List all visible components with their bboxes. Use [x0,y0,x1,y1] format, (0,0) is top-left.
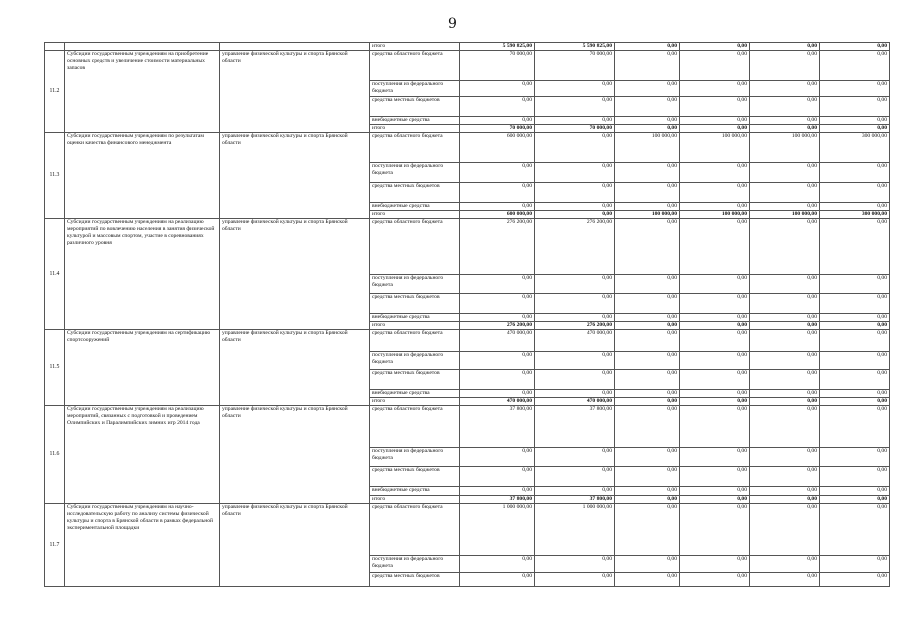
amount-cell: 37 800,00 [460,406,535,448]
amount-cell: 0,00 [615,294,680,314]
amount-cell: 0,00 [820,487,890,496]
amount-cell: 0,00 [615,487,680,496]
amount-cell: 0,00 [750,406,820,448]
amount-cell: 0,00 [820,370,890,390]
amount-cell: 0,00 [680,117,750,125]
amount-cell: 0,00 [820,322,890,330]
amount-cell: 0,00 [615,573,680,587]
amount-cell: 0,00 [820,81,890,97]
amount-cell: 0,00 [615,370,680,390]
amount-cell: 470 000,00 [535,330,615,352]
amount-cell: 276 200,00 [535,322,615,330]
amount-cell: 470 000,00 [460,398,535,406]
amount-cell: 0,00 [535,163,615,183]
amount-cell: 0,00 [680,487,750,496]
amount-cell: 0,00 [680,406,750,448]
amount-cell: 0,00 [535,183,615,203]
amount-cell: 0,00 [535,448,615,467]
funding-source: внебюджетные средства [370,117,460,125]
amount-cell: 0,00 [750,370,820,390]
amount-cell: 0,00 [615,203,680,211]
amount-cell: 0,00 [750,573,820,587]
budget-table [44,42,890,587]
amount-cell: 0,00 [680,398,750,406]
amount-cell: 100 000,00 [750,133,820,163]
funding-source: средства местных бюджетов [370,467,460,487]
amount-cell: 0,00 [820,556,890,573]
amount-cell: 37 800,00 [460,496,535,504]
amount-cell: 0,00 [750,125,820,133]
amount-cell: 0,00 [820,183,890,203]
amount-cell: 300 000,00 [820,133,890,163]
amount-cell: 0,00 [535,203,615,211]
amount-cell: 0,00 [750,219,820,275]
funding-source: средства местных бюджетов [370,370,460,390]
table-row [45,51,890,81]
amount-cell: 70 000,00 [460,125,535,133]
amount-cell: 0,00 [535,133,615,163]
table-row [45,330,890,352]
amount-cell: 0,00 [535,97,615,117]
source-cell: итого [370,43,460,51]
funding-source: итого [370,322,460,330]
item-code: 11.5 [45,330,65,406]
amount-cell: 0,00 [820,504,890,556]
amount-cell: 5 590 825,00 [535,43,615,51]
item-title: Субсидии государственным учреждениям на сертификацию спортсооружений [65,330,220,406]
amount-cell: 0,00 [460,556,535,573]
amount-cell: 0,00 [460,352,535,370]
amount-cell: 0,00 [750,117,820,125]
amount-cell: 100 000,00 [680,211,750,219]
amount-cell: 0,00 [535,81,615,97]
amount-cell: 0,00 [615,330,680,352]
funding-source: средства областного бюджета [370,330,460,352]
amount-cell: 0,00 [460,448,535,467]
amount-cell: 0,00 [460,370,535,390]
amount-cell: 0,00 [820,219,890,275]
amount-cell: 0,00 [535,573,615,587]
amount-cell: 0,00 [535,556,615,573]
amount-cell: 0,00 [460,97,535,117]
funding-source: поступления из федерального бюджета [370,352,460,370]
amount-cell: 0,00 [680,448,750,467]
item-executor: управление физической культуры и спорта Брянской области [220,219,370,330]
amount-cell: 0,00 [750,294,820,314]
amount-cell: 0,00 [535,314,615,322]
amount-cell: 0,00 [750,504,820,556]
amount-cell: 0,00 [460,203,535,211]
amount-cell: 0,00 [535,294,615,314]
amount-cell: 0,00 [680,556,750,573]
amount-cell: 0,00 [750,97,820,117]
funding-source: средства местных бюджетов [370,183,460,203]
item-title: Субсидии государственным учреждениям на реализацию мероприятий, связанных с подготовкой и проведением Олимпийских и Паралимпийских зимних игр 2014 года [65,406,220,504]
amount-cell: 0,00 [750,275,820,294]
funding-source: поступления из федерального бюджета [370,81,460,97]
funding-source: средства местных бюджетов [370,97,460,117]
amount-cell: 0,00 [750,390,820,398]
item-code: 11.2 [45,51,65,133]
amount-cell: 0,00 [820,398,890,406]
amount-cell: 0,00 [460,573,535,587]
amount-cell: 0,00 [750,352,820,370]
page-number: 9 [448,16,457,32]
item-executor: управление физической культуры и спорта Брянской области [220,406,370,504]
amount-cell: 0,00 [460,117,535,125]
amount-cell: 276 200,00 [460,219,535,275]
amount-cell: 0,00 [680,390,750,398]
amount-cell: 0,00 [615,163,680,183]
amount-cell: 0,00 [535,117,615,125]
amount-cell: 0,00 [820,125,890,133]
item-code-cell [45,43,65,51]
amount-cell: 0,00 [750,330,820,352]
amount-cell: 0,00 [460,183,535,203]
item-code: 11.3 [45,133,65,219]
amount-cell: 0,00 [750,203,820,211]
amount-cell: 0,00 [750,322,820,330]
amount-cell: 0,00 [820,275,890,294]
amount-cell: 0,00 [750,448,820,467]
amount-cell: 0,00 [680,496,750,504]
funding-source: средства областного бюджета [370,133,460,163]
funding-source: итого [370,125,460,133]
amount-cell: 0,00 [535,352,615,370]
amount-cell: 0,00 [615,398,680,406]
amount-cell: 0,00 [615,51,680,81]
amount-cell: 0,00 [460,487,535,496]
amount-cell: 100 000,00 [750,211,820,219]
amount-cell: 0,00 [615,390,680,398]
item-title: Субсидии государственным учреждениям по результатам оценки качества финансового менеджмента [65,133,220,219]
amount-cell: 470 000,00 [460,330,535,352]
amount-cell: 0,00 [680,370,750,390]
amount-cell: 70 000,00 [535,51,615,81]
amount-cell: 600 000,00 [460,133,535,163]
funding-source: средства областного бюджета [370,406,460,448]
amount-cell: 0,00 [615,352,680,370]
amount-cell: 0,00 [750,51,820,81]
amount-cell: 0,00 [615,406,680,448]
amount-cell: 0,00 [680,573,750,587]
funding-source: поступления из федерального бюджета [370,448,460,467]
amount-cell: 0,00 [820,294,890,314]
funding-source: внебюджетные средства [370,487,460,496]
table-row [45,43,890,51]
amount-cell: 0,00 [820,97,890,117]
amount-cell: 5 590 825,00 [460,43,535,51]
amount-cell: 0,00 [750,183,820,203]
table-row [45,406,890,448]
amount-cell: 0,00 [615,467,680,487]
amount-cell: 0,00 [460,163,535,183]
amount-cell: 0,00 [615,322,680,330]
amount-cell: 276 200,00 [535,219,615,275]
amount-cell: 0,00 [680,294,750,314]
funding-source: итого [370,211,460,219]
amount-cell: 0,00 [820,330,890,352]
amount-cell: 0,00 [820,406,890,448]
item-executor: управление физической культуры и спорта Брянской области [220,51,370,133]
amount-cell: 70 000,00 [460,51,535,81]
amount-cell: 100 000,00 [615,133,680,163]
amount-cell: 0,00 [820,43,890,51]
amount-cell: 0,00 [460,467,535,487]
amount-cell: 0,00 [535,275,615,294]
funding-source: поступления из федерального бюджета [370,163,460,183]
amount-cell: 0,00 [615,314,680,322]
amount-cell: 0,00 [615,496,680,504]
amount-cell: 0,00 [680,163,750,183]
amount-cell: 0,00 [680,43,750,51]
amount-cell: 0,00 [535,390,615,398]
amount-cell: 0,00 [460,390,535,398]
amount-cell: 0,00 [615,117,680,125]
amount-cell: 0,00 [680,51,750,81]
amount-cell: 0,00 [820,51,890,81]
amount-cell: 0,00 [680,322,750,330]
amount-cell: 300 000,00 [820,211,890,219]
amount-cell: 1 000 000,00 [460,504,535,556]
amount-cell: 0,00 [615,183,680,203]
item-title-cell [65,43,220,51]
item-title: Субсидии государственным учреждениям на научно-исследовательскую работу по анализу системы физической культуры и спорта в Брянской области в рамках федеральной экспериментальной площадки [65,504,220,587]
amount-cell: 0,00 [820,390,890,398]
item-code: 11.6 [45,406,65,504]
funding-source: средства местных бюджетов [370,294,460,314]
amount-cell: 0,00 [680,81,750,97]
item-executor: управление физической культуры и спорта Брянской области [220,330,370,406]
amount-cell: 0,00 [680,275,750,294]
funding-source: поступления из федерального бюджета [370,556,460,573]
amount-cell: 0,00 [750,314,820,322]
amount-cell: 0,00 [615,556,680,573]
amount-cell: 0,00 [750,398,820,406]
item-title: Субсидии государственным учреждениям на приобретение основных средств и увеличение стоимости материальных запасов [65,51,220,133]
amount-cell: 0,00 [680,219,750,275]
amount-cell: 37 800,00 [535,406,615,448]
amount-cell: 0,00 [680,203,750,211]
amount-cell: 0,00 [820,496,890,504]
funding-source: внебюджетные средства [370,203,460,211]
table-row [45,504,890,556]
amount-cell: 0,00 [615,448,680,467]
amount-cell: 0,00 [680,352,750,370]
funding-source: итого [370,398,460,406]
funding-source: средства областного бюджета [370,51,460,81]
amount-cell: 0,00 [680,97,750,117]
table-row [45,219,890,275]
amount-cell: 0,00 [680,467,750,487]
amount-cell: 0,00 [460,314,535,322]
item-title: Субсидии государственным учреждениям на реализацию мероприятий по вовлечению населения в занятия физической культурой и массовым спортом, участие в соревнованиях различного уровня [65,219,220,330]
amount-cell: 0,00 [820,352,890,370]
table-row [45,133,890,163]
amount-cell: 0,00 [615,125,680,133]
amount-cell: 0,00 [615,504,680,556]
amount-cell: 0,00 [460,275,535,294]
amount-cell: 0,00 [535,211,615,219]
amount-cell: 600 000,00 [460,211,535,219]
amount-cell: 0,00 [680,125,750,133]
amount-cell: 0,00 [820,117,890,125]
amount-cell: 0,00 [750,487,820,496]
amount-cell: 0,00 [820,314,890,322]
amount-cell: 0,00 [615,97,680,117]
item-executor: управление физической культуры и спорта Брянской области [220,504,370,587]
item-code: 11.7 [45,504,65,587]
amount-cell: 0,00 [680,330,750,352]
amount-cell: 0,00 [750,467,820,487]
amount-cell: 0,00 [750,163,820,183]
amount-cell: 70 000,00 [535,125,615,133]
amount-cell: 0,00 [680,504,750,556]
amount-cell: 0,00 [615,81,680,97]
amount-cell: 100 000,00 [680,133,750,163]
amount-cell: 0,00 [535,370,615,390]
item-code: 11.4 [45,219,65,330]
funding-source: внебюджетные средства [370,314,460,322]
funding-source: внебюджетные средства [370,390,460,398]
amount-cell: 0,00 [750,496,820,504]
amount-cell: 0,00 [535,487,615,496]
amount-cell: 0,00 [750,43,820,51]
funding-source: средства областного бюджета [370,504,460,556]
item-executor-cell [220,43,370,51]
amount-cell: 0,00 [820,163,890,183]
funding-source: средства областного бюджета [370,219,460,275]
amount-cell: 0,00 [750,556,820,573]
amount-cell: 0,00 [680,314,750,322]
amount-cell: 0,00 [680,183,750,203]
amount-cell: 0,00 [750,81,820,97]
amount-cell: 0,00 [820,467,890,487]
amount-cell: 0,00 [535,467,615,487]
funding-source: средства местных бюджетов [370,573,460,587]
amount-cell: 100 000,00 [615,211,680,219]
amount-cell: 0,00 [615,43,680,51]
amount-cell: 0,00 [820,203,890,211]
amount-cell: 0,00 [820,573,890,587]
funding-source: поступления из федерального бюджета [370,275,460,294]
amount-cell: 37 800,00 [535,496,615,504]
amount-cell: 1 000 000,00 [535,504,615,556]
amount-cell: 470 000,00 [535,398,615,406]
amount-cell: 276 200,00 [460,322,535,330]
item-executor: управление физической культуры и спорта Брянской области [220,133,370,219]
amount-cell: 0,00 [460,81,535,97]
amount-cell: 0,00 [615,219,680,275]
amount-cell: 0,00 [820,448,890,467]
amount-cell: 0,00 [615,275,680,294]
amount-cell: 0,00 [460,294,535,314]
funding-source: итого [370,496,460,504]
